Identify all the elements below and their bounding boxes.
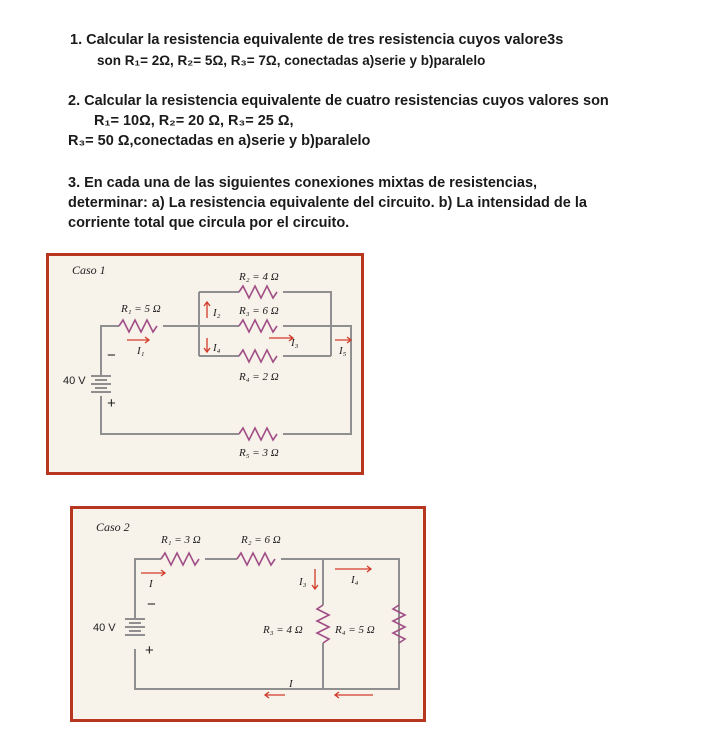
arrow-i4-icon xyxy=(335,566,371,572)
problem-3-line-3: corriente total que circula por el circuito. xyxy=(68,215,350,231)
problem-2-line-1: 2. Calcular la resistencia equivalente de cuatro resistencias cuyos valores son xyxy=(68,93,609,109)
problem-3-line-2: determinar: a) La resistencia equivalente del circuito. b) La intensidad de la xyxy=(68,195,587,211)
arrow-i-bottom-left-icon xyxy=(265,692,285,698)
caso-2-circuit xyxy=(70,506,426,722)
caso-2-minus: − xyxy=(147,596,156,613)
caso-1-r5-label: R₅ = 3 Ω xyxy=(239,447,279,459)
caso-2-r1-label: R₁ = 3 Ω xyxy=(161,534,201,546)
battery-icon xyxy=(125,619,145,635)
problem-1-line-1: 1. Calcular la resistencia equivalente de tres resistencia cuyos valore3s xyxy=(70,32,564,48)
caso-2-voltage: 40 V xyxy=(93,622,116,634)
resistor-r1 xyxy=(161,553,199,565)
resistor-r1 xyxy=(119,320,157,332)
arrow-i1-icon xyxy=(127,337,149,343)
problem-1-line-2: son R₁= 2Ω, R₂= 5Ω, R₃= 7Ω, conectadas a)serie y b)paralelo xyxy=(97,53,486,68)
caso-1-i1-label: I₁ xyxy=(137,345,145,357)
caso-1-circuit xyxy=(46,253,364,475)
caso-1-plus: + xyxy=(107,395,116,412)
arrow-i3-icon xyxy=(269,335,293,341)
arrow-i3-icon xyxy=(312,569,318,589)
caso-1-voltage: 40 V xyxy=(63,375,86,387)
resistor-r3 xyxy=(317,605,329,643)
caso-1-i3-label: I₃ xyxy=(291,337,299,349)
caso-1-r1-label: R₁ = 5 Ω xyxy=(121,303,161,315)
resistor-r3 xyxy=(239,320,277,332)
wire-bottom xyxy=(101,396,239,434)
problem-3-line-1: 3. En cada una de las siguientes conexiones mixtas de resistencias, xyxy=(68,175,538,191)
caso-1-i4-label: I₄ xyxy=(213,342,221,354)
caso-2-i3-label: I₃ xyxy=(299,576,307,588)
caso-2-diagram xyxy=(73,509,423,719)
problem-2-line-2: R₁= 10Ω, R₂= 20 Ω, R₃= 25 Ω, xyxy=(94,113,294,129)
caso-1-r4-label: R₄ = 2 Ω xyxy=(239,371,279,383)
resistor-r2 xyxy=(237,553,275,565)
battery-icon xyxy=(91,376,111,392)
arrow-i-bottom-right-icon xyxy=(335,692,373,698)
caso-2-r4-label: R₄ = 5 Ω xyxy=(335,624,375,636)
caso-1-i5-label: I₅ xyxy=(339,345,347,357)
caso-1-i2-label: I₂ xyxy=(213,307,221,319)
caso-1-minus: − xyxy=(107,347,116,364)
caso-1-diagram xyxy=(49,256,361,472)
caso-2-i-label: I xyxy=(149,578,153,590)
caso-2-caption: Caso 2 xyxy=(96,520,130,534)
arrow-i-icon xyxy=(141,570,165,576)
caso-2-plus: + xyxy=(145,642,154,659)
resistor-r5 xyxy=(239,428,277,440)
arrow-i4-icon xyxy=(204,338,210,352)
resistor-r4 xyxy=(239,350,277,362)
caso-2-r3-label: R₃ = 4 Ω xyxy=(263,624,303,636)
resistor-r2 xyxy=(239,286,277,298)
caso-2-i-bottom-label: I xyxy=(289,678,293,690)
problem-2-line-3: R₃= 50 Ω,conectadas en a)serie y b)paralelo xyxy=(68,133,371,149)
arrow-i5-icon xyxy=(335,337,351,343)
caso-2-r2-label: R₂ = 6 Ω xyxy=(241,534,281,546)
arrow-i2-icon xyxy=(204,302,210,318)
caso-1-r3-label: R₃ = 6 Ω xyxy=(239,305,279,317)
caso-1-r2-label: R₂ = 4 Ω xyxy=(239,271,279,283)
caso-2-i4-label: I₄ xyxy=(351,574,359,586)
caso-1-caption: Caso 1 xyxy=(72,263,106,277)
